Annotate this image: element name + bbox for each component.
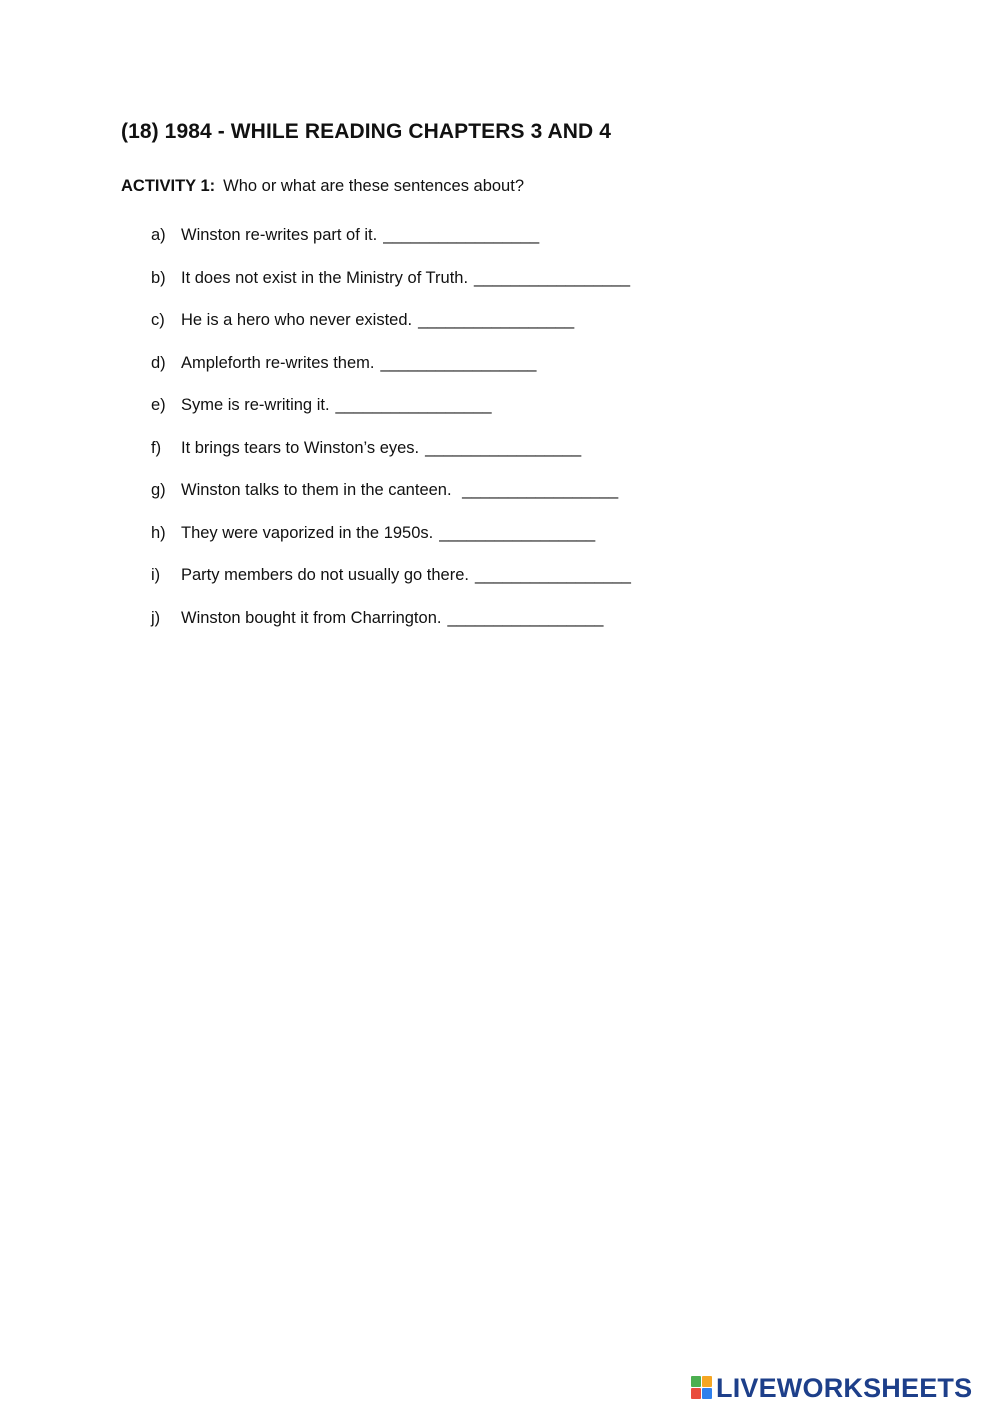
activity-heading	[121, 177, 524, 196]
item-letter: d)	[151, 353, 166, 372]
question-item-f	[151, 439, 631, 482]
answer-blank[interactable]: _________________	[425, 438, 582, 457]
item-text: Winston bought it from Charrington.	[181, 608, 442, 627]
item-text: He is a hero who never existed.	[181, 311, 413, 329]
logo-square-red	[691, 1388, 701, 1399]
question-item-h	[151, 524, 631, 567]
question-item-i	[151, 566, 631, 609]
answer-blank[interactable]: _________________	[474, 268, 631, 287]
item-letter: b)	[151, 268, 166, 287]
item-letter: f)	[151, 438, 162, 457]
item-letter: h)	[151, 523, 166, 542]
question-item-c	[151, 311, 631, 354]
logo-square-green	[691, 1376, 701, 1387]
item-letter: g)	[151, 481, 166, 499]
item-letter: j)	[151, 608, 161, 627]
activity-label: ACTIVITY 1:	[121, 177, 216, 195]
answer-blank[interactable]: _________________	[380, 353, 537, 372]
answer-blank[interactable]: _________________	[474, 566, 631, 584]
item-text: They were vaporized in the 1950s.	[181, 523, 434, 542]
item-letter: c)	[151, 311, 165, 329]
question-list	[151, 226, 631, 651]
answer-blank[interactable]: _________________	[418, 311, 575, 329]
item-text: Ampleforth re-writes them.	[181, 353, 375, 372]
answer-blank[interactable]: _________________	[383, 226, 540, 244]
question-item-e	[151, 396, 631, 439]
item-text: Winston talks to them in the canteen.	[181, 481, 452, 499]
question-item-g	[151, 481, 631, 524]
item-text: Party members do not usually go there.	[181, 566, 469, 584]
item-letter: i)	[151, 566, 161, 584]
question-item-d	[151, 354, 631, 397]
liveworksheets-logo	[691, 1372, 972, 1404]
item-text: It does not exist in the Ministry of Truth.	[181, 268, 469, 287]
question-item-a	[151, 226, 631, 269]
item-text: It brings tears to Winston’s eyes.	[181, 438, 420, 457]
item-letter: a)	[151, 226, 166, 244]
item-text: Winston re-writes part of it.	[181, 226, 378, 244]
item-letter: e)	[151, 396, 166, 414]
activity-instruction: Who or what are these sentences about?	[223, 177, 524, 195]
answer-blank[interactable]: _________________	[439, 523, 596, 542]
answer-blank[interactable]: _________________	[457, 481, 619, 499]
liveworksheets-logo-icon	[691, 1376, 713, 1400]
answer-blank[interactable]: _________________	[335, 396, 492, 414]
logo-square-blue	[702, 1388, 712, 1399]
answer-blank[interactable]: _________________	[447, 608, 604, 627]
page-title: (18) 1984 - WHILE READING CHAPTERS 3 AND 4	[121, 120, 612, 143]
logo-square-orange	[702, 1376, 712, 1387]
item-text: Syme is re-writing it.	[181, 396, 330, 414]
question-item-b	[151, 269, 631, 312]
question-item-j	[151, 609, 631, 652]
logo-text: LIVEWORKSHEETS	[716, 1372, 973, 1403]
